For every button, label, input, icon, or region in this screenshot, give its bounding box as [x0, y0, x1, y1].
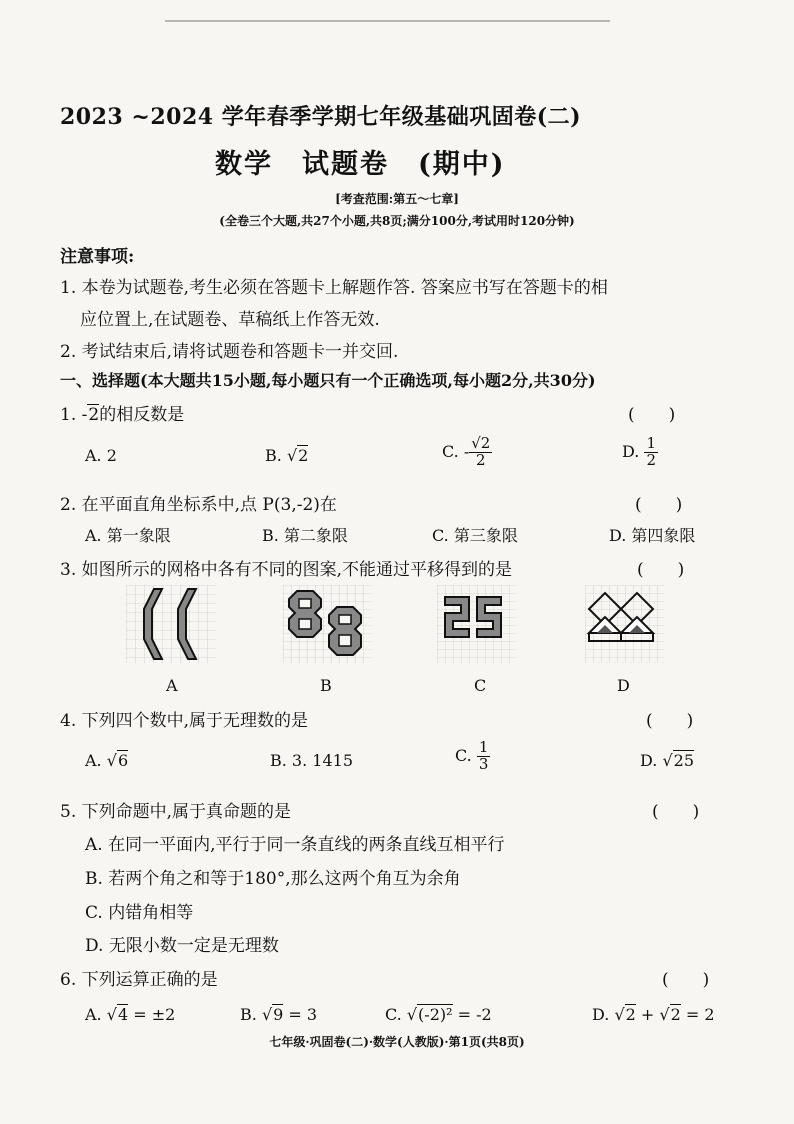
- q1-answer-paren[interactable]: ( ): [628, 405, 676, 425]
- q5-option-c: C. 内错角相等: [85, 903, 194, 923]
- q1-option-b: B. √2: [265, 446, 309, 465]
- q5-option-b: B. 若两个角之和等于180°,那么这两个角互为余角: [85, 869, 461, 889]
- q1-stem: 1. -2的相反数是: [60, 405, 185, 425]
- q4-option-c: C. $\frac{1}{3}$: [455, 738, 489, 773]
- q1-option-c: C. - $\frac{√2}{2}$: [442, 434, 491, 469]
- q3-label-d: D: [617, 676, 630, 695]
- q4-stem: 4. 下列四个数中,属于无理数的是: [60, 711, 309, 731]
- q5-stem: 5. 下列命题中,属于真命题的是: [60, 802, 292, 822]
- q3-figure-b: [283, 585, 371, 663]
- exam-scope: [考查范围:第五～七章]: [335, 192, 459, 206]
- q6-option-a: A. √4 = ±2: [85, 1005, 176, 1024]
- q5-option-d: D. 无限小数一定是无理数: [85, 936, 279, 956]
- q3-figure-d: [585, 585, 665, 663]
- notice-heading: 注意事项:: [60, 247, 135, 267]
- q3-label-c: C: [474, 676, 487, 695]
- q4-option-a: A. √6: [85, 751, 129, 770]
- page-footer: 七年级·巩固卷(二)·数学(人教版)·第1页(共8页): [269, 1035, 525, 1049]
- notice-item2: 2. 考试结束后,请将试题卷和答题卡一并交回.: [60, 342, 399, 362]
- q2-option-d: D. 第四象限: [609, 526, 696, 545]
- q4-option-d: D. √25: [640, 751, 694, 770]
- q4-option-b: B. 3. 1415: [270, 751, 353, 770]
- top-divider: [165, 20, 610, 22]
- q6-answer-paren[interactable]: ( ): [662, 970, 710, 990]
- q6-option-d: D. √2 + √2 = 2: [592, 1005, 715, 1024]
- notice-item1-line2: 应位置上,在试题卷、草稿纸上作答无效.: [80, 310, 380, 330]
- notice-item1-line1: 1. 本卷为试题卷,考生必须在答题卡上解题作答. 答案应书写在答题卡的相: [60, 278, 608, 298]
- q3-stem: 3. 如图所示的网格中各有不同的图案,不能通过平移得到的是: [60, 560, 513, 580]
- q6-stem: 6. 下列运算正确的是: [60, 970, 218, 990]
- q2-option-b: B. 第二象限: [262, 526, 348, 545]
- exam-title-line1: 2023 ~2024 学年春季学期七年级基础巩固卷(二): [60, 104, 582, 130]
- q3-label-b: B: [320, 676, 332, 695]
- q3-figure-c: [437, 585, 517, 663]
- q3-label-a: A: [166, 676, 178, 695]
- q6-option-b: B. √9 = 3: [240, 1005, 318, 1024]
- q5-option-a: A. 在同一平面内,平行于同一条直线的两条直线互相平行: [85, 835, 505, 855]
- q3-figure-a: [126, 585, 216, 663]
- q2-option-c: C. 第三象限: [432, 526, 518, 545]
- q2-answer-paren[interactable]: ( ): [635, 495, 683, 515]
- q4-answer-paren[interactable]: ( ): [646, 711, 694, 731]
- q3-answer-paren[interactable]: ( ): [637, 560, 685, 580]
- q6-option-c: C. √(-2)² = -2: [385, 1005, 492, 1024]
- q2-option-a: A. 第一象限: [85, 526, 171, 545]
- exam-title-line2: 数学 试题卷 (期中): [215, 149, 506, 180]
- q5-answer-paren[interactable]: ( ): [652, 802, 700, 822]
- q1-option-a: A. 2: [85, 446, 117, 465]
- q2-stem: 2. 在平面直角坐标系中,点 P(3,-2)在: [60, 495, 337, 515]
- exam-meta: (全卷三个大题,共27个小题,共8页;满分100分,考试用时120分钟): [219, 214, 575, 228]
- section1-heading: 一、选择题(本大题共15小题,每小题只有一个正确选项,每小题2分,共30分): [60, 371, 596, 390]
- q1-option-d: D. $\frac{1}{2}$: [622, 434, 656, 469]
